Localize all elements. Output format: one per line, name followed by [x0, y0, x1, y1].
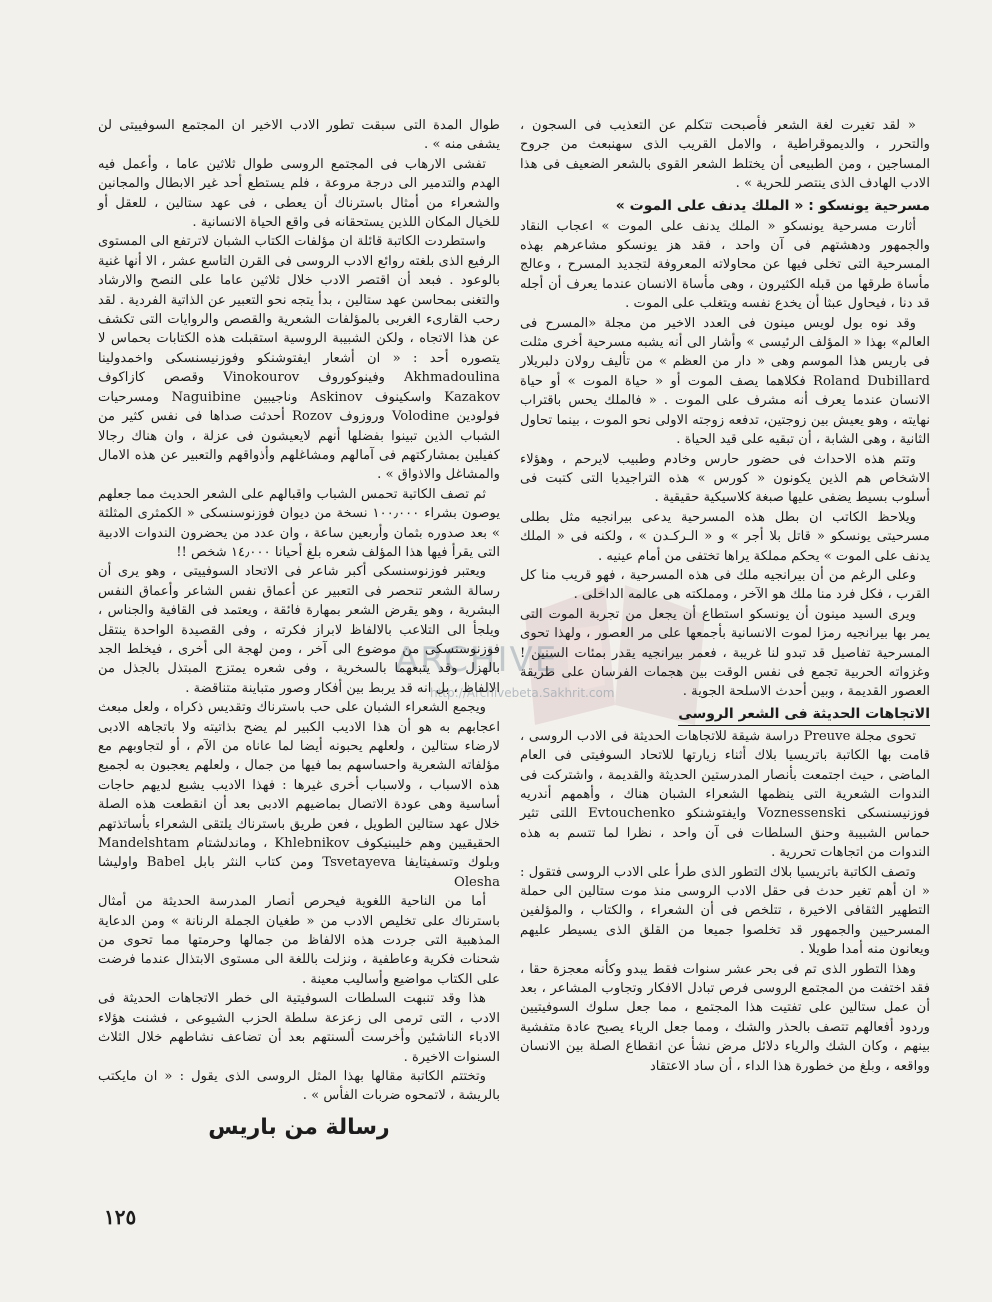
- right-column: [520, 116, 930, 1076]
- article-paragraph: ثم تصف الكاتبة تحمس الشباب واقبالهم على الشعر الحديث مما جعلهم يوصون بشراء ١٠٠٫٠٠٠ نسخة من ديوان فوزنوسنسكى « الكمثرى المثلثة » بعد صدوره بثمان وأربعين ساعة ، وان عدد من يحضرون الندوات الادبية التى يقرأ فيها هذا المؤلف شعره بلغ أحيانا ١٤٫٠٠٠ شخص !!: [98, 486, 501, 560]
- archive-watermark-text: ARCHIVE: [395, 640, 559, 680]
- section-heading-text: مسرحية يونسكو : « الملك يدنف على الموت »: [615, 197, 930, 214]
- page-number: ١٢٥: [104, 1205, 137, 1229]
- article-paragraph: تفشى الارهاب فى المجتمع الروسى طوال ثلاثين عاما ، وأعمل فيه الهدم والتدمير الى درجة مروعة ، فلم يستطع أحد غير الابطال والمجانين والشعراء من أمثال باسترناك أن يعطى ، فى عهد ستالين ، للعقل أو للخيال المكان اللذين يستحقانه فى واقع الحياة الانسانية .: [98, 156, 500, 231]
- article-paragraph: ويعتبر فوزنوسنسكى أكبر شاعر فى الاتحاد السوفييتى ، وهو يرى أن رسالة الشعر تنحصر فى التعبير عن أعماق نفس الشاعر وأعماق النفس البشرية ، وهو يقرض الشعر بمهارة فائقة ، ويعتمد فى القافية والجناس ، ويلجأ الى التلاعب بالالفاظ لابراز فكرته ، وفى القصيدة الواحدة ينتقل فوزنوسنسكى من موضوع الى آخر ، ومن لهجة الى أخرى ، فيخلط الجد بالهزل وقد يتبعهما بالسخرية ، وفى شعره يمتزج المبتذل بالجذل من الالفاظ ، بل انه قد يربط بين أفكار وصور متباينة متناقضة .: [98, 564, 500, 696]
- article-paragraph: هذا وقد تنبهت السلطات السوفيتية الى خطر الاتجاهات الحديثة فى الادب ، التى ترمى الى زعزعة سلطة الحزب الشيوعى ، فشنت هؤلاء الادباء الناشئين وأخرست ألسنتهم بعد أن تضاعف نشاطهم خلال الثلاث السنوات الاخيرة .: [98, 991, 500, 1065]
- article-paragraph: « لقد تغيرت لغة الشعر فأصبحت تتكلم عن التعذيب فى السجون ، والتحرر ، والديموقراطية ، والامل القريب الذى سهنبعث من جروح المساجين ، ومن الطبيعى أن يختلط الشعر القوى بالشعر الضعيف فى هذا الادب الهادف الذى ينتصر للحرية » .: [520, 118, 930, 192]
- article-paragraph: أثارت مسرحية يونسكو « الملك يدنف على الموت » اعجاب النقاد والجمهور ودهشتهم فى آن واحد ، فقد هز يونسكو مشاعرهم بهذه المسرحية التى تخلى فيها عن محاولاته المعروفة لتجديد المسرح ، وعالج مأساة طرقها من قبله الكثيرون ، وهى مأساة الانسان عندما يعرف أن أجله قد دنا ، فيحاول عبثا أن يخدع نفسه ويتغلب على الموت .: [520, 218, 930, 312]
- article-paragraph: وعلى الرغم من أن بيرانجيه ملك فى هذه المسرحية ، فهو قريب منا كل القرب ، فكل فرد منا ملك هو الآخر ، ومملكته هى عالمه الداخلى .: [520, 567, 930, 603]
- section-heading-text: الاتجاهات الحديثة فى الشعر الروسى: [678, 704, 930, 726]
- archive-watermark-url: http://Archivebeta.Sakhrit.com: [430, 686, 615, 700]
- article-paragraph: طوال المدة التى سبقت تطور الادب الاخير ان المجتمع السوفييتى لن يشفى منه » .: [98, 118, 500, 153]
- section-heading-russian-poetry: [520, 704, 930, 726]
- article-paragraph: أما من الناحية اللغوية فيحرص أنصار المدرسة الحديثة من أمثال باسترناك على تخليص الادب من « طغيان الجملة الرنانة » ومن الدعاية المذهبية التى جردت هذه الالفاظ من جمالها وحرمتها مما تحوى من شحنات فكرية وعاطفية ، ونزلت باللغة الى مستوى الابتذال عندما فرضت على الكتاب مواضيع وأساليب معينة .: [98, 894, 500, 987]
- article-paragraph: وتصف الكاتبة باتريسيا بلاك التطور الذى طرأ على الادب الروسى فتقول : « ان أهم تغير حدث فى حقل الادب الروسى منذ موت ستالين الى حملة التطهير الثقافى الاخيرة ، تتلخص فى أن الشعراء ، والكتاب ، والمؤلفين المسرحيين والجمهور قد تخلصوا جميعا من القلق الذى يسيطر عليهم ويعانون منه أمدا طويلا .: [520, 864, 930, 958]
- next-article-title: رسالة من باريس: [208, 1114, 390, 1140]
- article-paragraph: ويرى السيد مينون أن يونسكو استطاع أن يجعل من تجربة الموت التى يمر بها بيرانجيه رمزا لموت الانسانية بأجمعها على مر العصور ، ولهذا تحوى المسرحية تفاصيل قد تبدو لنا غريبة ، فعمر بيرانجيه يقدر بمئات السنين ! وغزواته الحربية تجمع فى نفس الوقت بين هجمات الفرسان على طريقة العصور القديمة ، وبين أحدث الاسلحة الجوية .: [520, 606, 930, 700]
- article-paragraph: وهذا التطور الذى تم فى بحر عشر سنوات فقط يبدو وكأنه معجزة حقا ، فقد اختفت من المجتمع الروسى فرص تبادل الافكار وتجاوب المشاعر ، بعد أن عمل ستالين على تفتيت هذا المجتمع ، مما جعل سلوك السوفيتيين وردود أفعالهم تتصف بالحذر والشك ، ومما جعل الرياء يصبح عادة متفشية بينهم ، وكان الشك والرياء دلائل مرض نشأ عن انقطاع الصلة بين الانسان وواقعه ، وبلغ من خطورة هذا الداء ، أن ساد الاعتقاد: [520, 961, 930, 1074]
- article-paragraph: ويلاحظ الكاتب ان بطل هذه المسرحية يدعى بيرانجيه مثل بطلى مسرحيتى يونسكو « قاتل بلا أجر » و « الـركـدن » ، ولكنه فى « الملك يدنف على الموت » يحكم مملكة يراها تختفى من أمام عينيه .: [520, 509, 930, 564]
- article-paragraph: ويجمع الشعراء الشبان على حب باسترناك وتقديس ذكراه ، ولعل مبعث اعجابهم به هو أن هذا الاديب الكبير لم يضح بذاتيته ولا باتجاهه الادبى لارضاء ستالين ، ولعلهم يحبونه أيضا لما عاناه من الآم ، أو لتجاوبهم مع مؤلفاته الشعرية واحساسهم بما فيها من جمال ، ولعلهم يعجبون به لجميع هذه الاسباب ، ولاسباب أخرى غيرها : فهذا الاديب يشبع لديهم حاجات أساسية وهى عودة الاتصال بماضيهم الادبى بعد أن انقطعت هذه الصلة خلال عهد ستالين الطويل ، فعن طريق باسترناك يلتقى الشعراء بأساتذتهم الحقيقيين وهم خليبنيكوف Khlebnikov ، وماندلشتام Mandelshtam وبلوك وتسفيتايفا Tsvetayeva ومن كتاب النثر بابل Babel واوليشا Olesha: [98, 700, 501, 890]
- article-paragraph: وتتم هذه الاحداث فى حضور حارس وخادم وطبيب لايرحم ، وهؤلاء الاشخاص هم الذين يكونون « كورس » هذه التراجيديا التى كتبت فى أسلوب بسيط يضفى عليها صبغة كلاسيكية حقيقية .: [520, 451, 930, 506]
- article-paragraph: تحوى مجلة Preuve دراسة شيقة للاتجاهات الحديثة فى الادب الروسى ، قامت بها الكاتبة باتريسيا بلاك أثناء زيارتها للاتحاد السوفيتى فى العام الماضى ، حيث اجتمعت بأنصار المدرستين الحديثة والقديمة ، واشتركت فى الندوات الشعرية التى ينظمها الشعراء الشبان هناك ، وأهمهم أندريه فوزنيسنسكى Voznessenski وايفتوشنكو Evtouchenko اللتى تثير حماس الشبيبة وحنق السلطات فى آن واحد ، نظرا لما تتسم به هذه الندوات من اتجاهات تحررية .: [520, 728, 930, 861]
- article-paragraph: واستطردت الكاتبة قائلة ان مؤلفات الكتاب الشبان لاترتفع الى المستوى الرفيع الذى بلغته روائع الادب الروسى فى القرن التاسع عشر ، الا أنها غنية بالوعود . فبعد أن اقتصر الادب خلال ثلاثين عاما على النصح والارشاد والتغنى بمحاسن عهد ستالين ، بدأ يتجه نحو التعبير عن الذاتية الفردية . لقد رحب القارىء الغربى بالمؤلفات الشعرية والقصص والروايات التى تكشف عن هذا الاتجاه ، ولكن الشبيبة الروسية استقبلت هذه الكتابات بحماس لا يتصوره أحد : « ان أشعار ايفتوشنكو وفوزنيسنسكى واخمدولينا Akhmadoulina وفينوكوروف Vinokourov وقصص كازاكوف Kazakov واسكينوف Askinov وناجيبين Naguibine ومسرحيات فولودين Volodine وروزوف Rozov أحدثت صداها فى نفس كثير من الشباب الذين تبينوا بفضلها أنهم لايعيشون فى عزلة ، وان هناك رجالا كفيلين بمشاركتهم فى آمالهم ومشاغلهم وأذواقهم والتعبير عن هذه الامال والمشاغل والاذواق » .: [98, 234, 500, 483]
- left-column: [98, 116, 501, 1140]
- section-heading-ionesco: [520, 196, 930, 216]
- article-paragraph: وقد نوه بول لويس مينون فى العدد الاخير من مجلة «المسرح فى العالم» بهذا « المؤلف الرئيسى » وأشار الى أنه يشبه مسرحية أخرى مثلت فى باريس هذا الموسم وهى « دار من العظم » من تأليف رولان دلبريلار Roland Dubillard فكلاهما يصف الموت أو « حياة الموت » أو حياة الانسان عندما يعرف أنه مشرف على الموت . « فالملك يحس باقتراب نهايته ، وهو يعيش بين زوجتين، تدفعه زوجته الاولى نحو الموت ، بينما تحاول الثانية ، وهى الشابة ، أن تبقيه على قيد الحياة .: [520, 315, 930, 448]
- article-paragraph: وتختتم الكاتبة مقالها بهذا المثل الروسى الذى يقول : « ان مايكتب بالريشة ، لاتمحوه ضربات الفأس » .: [98, 1068, 500, 1104]
